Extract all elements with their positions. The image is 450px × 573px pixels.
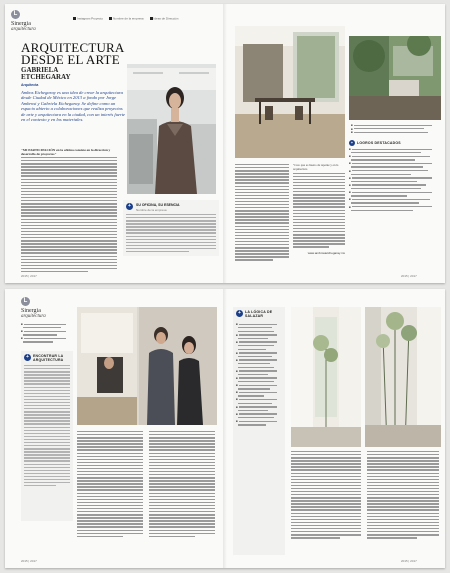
col3-quote: "Creo que es bueno de repente y en la arquitectura xyxy=(293,163,339,171)
section-label xyxy=(21,308,61,320)
body-text-col2 xyxy=(149,431,215,539)
page-number-left: 2015 | 2017 xyxy=(21,559,37,563)
side-box xyxy=(21,351,73,521)
courtyard-photo-2 xyxy=(365,307,441,447)
portrait-photo xyxy=(127,64,216,194)
profile-subtitle: Nombre de la empresa xyxy=(136,208,167,212)
garden-illustration xyxy=(349,36,441,120)
section-label-top: Sinergia xyxy=(21,308,41,314)
headline-line-1: ARQUITECTURA xyxy=(21,40,125,55)
section-label xyxy=(11,21,51,33)
courtyard-photo-1 xyxy=(291,307,361,447)
page-number-right: 2015 | 2017 xyxy=(401,559,417,563)
plus-icon: + xyxy=(24,354,31,361)
lead-paragraph: Ambos Etchegaray es una idea de crear la arquitectura desde Ciudad de México en 2013 a fondo por Jorge Ambrosi y Gabriela Etchegaray. Se define como un espacio abierto a colaboraciones que realiza proyectos de arte y arquitectura en la ciudad, con un interés fuerte en el contexto y en los materiales. xyxy=(21,90,126,123)
duo-illustration xyxy=(77,307,217,425)
section-label-top: Sinergia xyxy=(11,21,31,27)
portrait-illustration xyxy=(127,64,216,194)
body-text-col1 xyxy=(77,431,143,539)
highlights-list: ■ ■ ■ ■ ■ ■ ■ ■ ■ xyxy=(349,148,441,213)
interior-photo xyxy=(235,26,345,158)
mid-box xyxy=(233,307,285,555)
body-text-col4 xyxy=(367,451,439,540)
garden-photo xyxy=(349,36,441,120)
highlights-box xyxy=(349,140,441,213)
section-label-bottom: arquitectura xyxy=(11,27,36,32)
body-text-col2 xyxy=(235,164,289,263)
profile-text xyxy=(126,214,216,254)
article-headline xyxy=(21,42,141,66)
duo-photo xyxy=(77,307,217,425)
profile-title: SU OFICINA, SU ESENCIA xyxy=(136,203,180,207)
section-label-bottom: arquitectura xyxy=(21,314,46,319)
author-role: Arquitecta xyxy=(21,83,39,87)
profile-icon: + xyxy=(126,203,133,210)
author-last-name: ETCHEGARAY xyxy=(21,73,71,81)
courtyard-illustration-2 xyxy=(365,307,441,447)
body-text-col1 xyxy=(21,157,117,274)
mid-box-title: LA LÓGICA DE SALAZAR xyxy=(245,310,273,318)
magazine-logo: L xyxy=(21,297,30,306)
page-number-right: 2015 | 2017 xyxy=(401,274,417,278)
page-number-left: 2015 | 2017 xyxy=(21,274,37,278)
photo-caption: ■ ■ ■ xyxy=(351,124,439,135)
intro-bullets: ■ ■ ■ xyxy=(21,323,73,345)
social-link-3[interactable]: Ideas de Dirección xyxy=(150,17,179,20)
magazine-spread-bottom xyxy=(5,289,445,568)
side-box-text xyxy=(24,365,70,488)
interior-illustration xyxy=(235,26,345,158)
headline-line-2: DESDE EL ARTE xyxy=(21,52,120,67)
opening-quote: "MI PARTICIPACIÓN en la oficina consiste en la dirección y desarrollo de proyectos" xyxy=(21,148,111,156)
body-text-col3 xyxy=(293,164,345,255)
social-links xyxy=(73,17,223,20)
social-link-2[interactable]: Nombre de la empresa xyxy=(109,17,144,20)
website-link[interactable]: www.ambrosietchegaray.mx xyxy=(307,250,345,255)
plus-icon: + xyxy=(236,310,243,317)
side-box-title: ENCONTRAR LA ARQUITECTURA xyxy=(33,354,64,362)
mid-box-list: ■ ■ ■ ■ ■ ■ ■ ■ ■ ■ ■ ■ ■ xyxy=(236,323,282,427)
highlights-title: + LOGROS DESTACADOS xyxy=(350,140,401,145)
social-link-1[interactable]: Instagram Proyecto xyxy=(73,17,103,20)
magazine-logo: L xyxy=(11,10,20,19)
spread-gutter xyxy=(223,289,227,568)
spread-gutter xyxy=(223,4,227,283)
profile-box xyxy=(123,200,219,256)
courtyard-illustration-1 xyxy=(291,307,361,447)
magazine-spread-top xyxy=(5,4,445,283)
author-first-name: GABRIELA xyxy=(21,66,59,74)
plus-icon: + xyxy=(350,140,354,145)
author-name xyxy=(21,67,101,81)
body-text-col3 xyxy=(291,451,361,540)
